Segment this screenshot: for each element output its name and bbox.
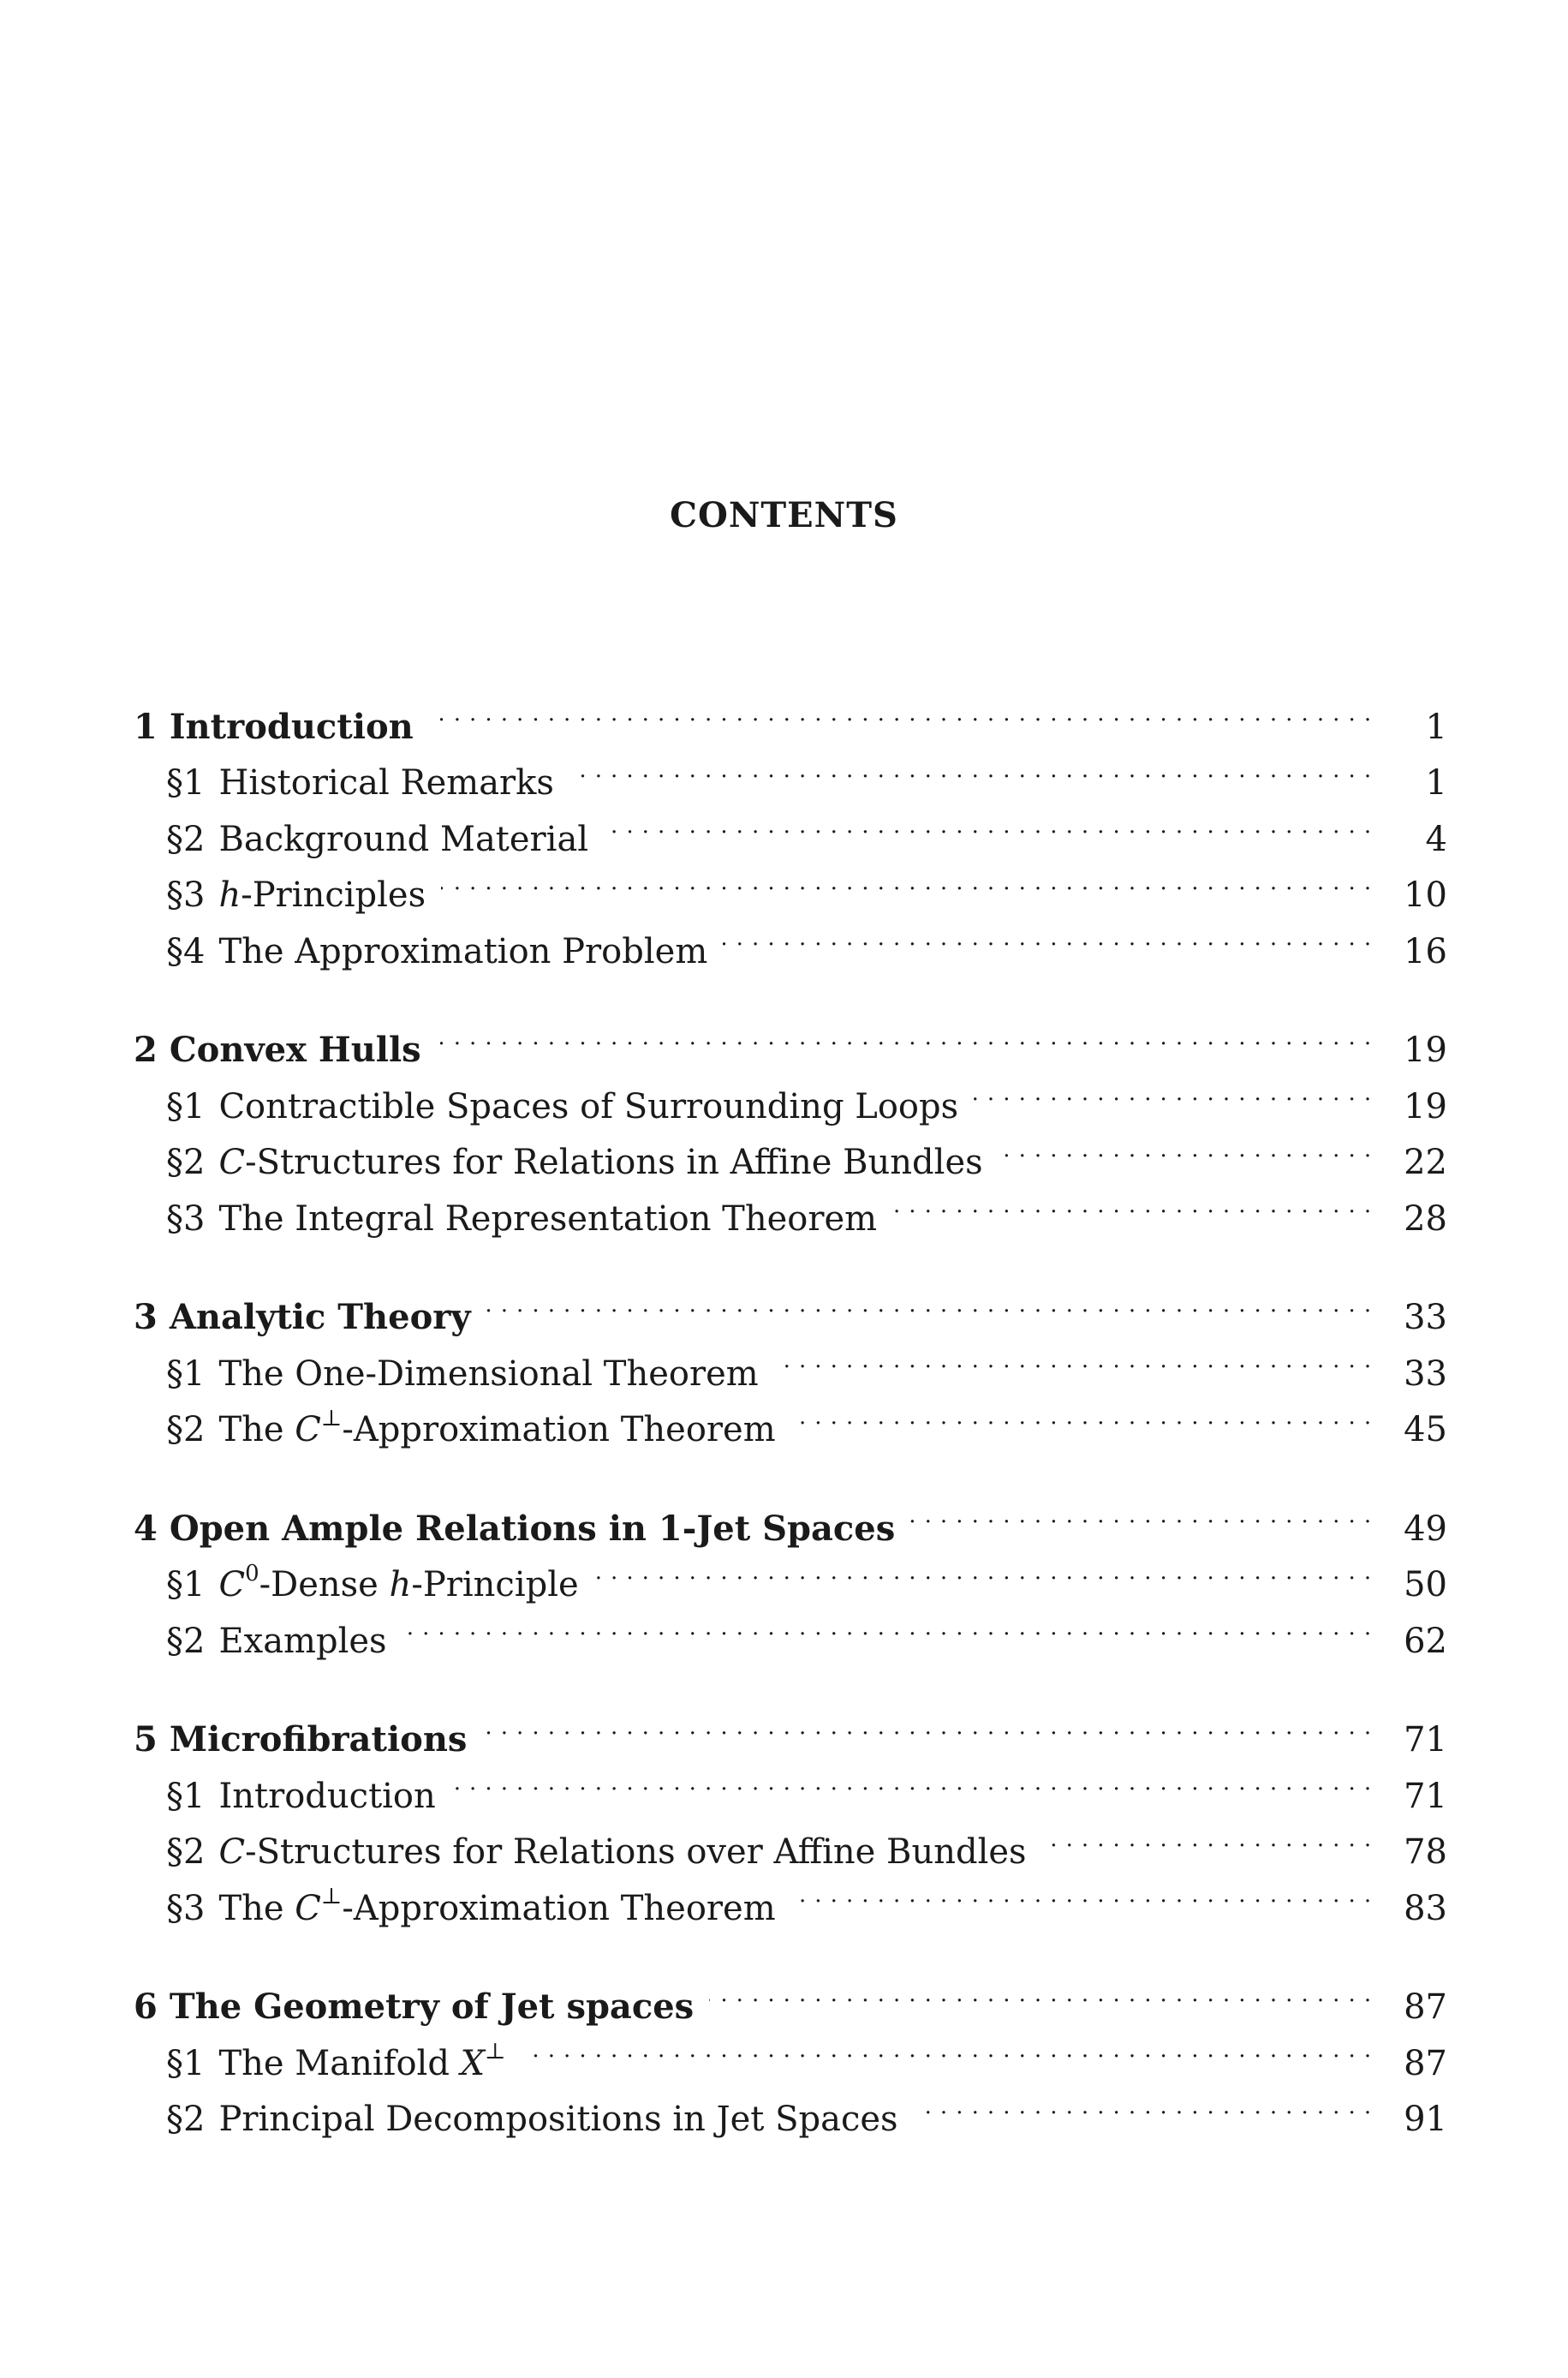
section-title: Historical Remarks: [218, 763, 554, 803]
page-number: 28: [1404, 1198, 1447, 1239]
math-superscript: ⊥: [320, 1884, 343, 1910]
math-symbol: X: [460, 2043, 486, 2083]
chapter-title: The Geometry of Jet spaces: [169, 1987, 695, 2027]
page-number: 19: [1404, 1086, 1447, 1126]
section-number: §1: [166, 1776, 206, 1816]
page-number: 62: [1404, 1621, 1447, 1661]
chapter-number: 6: [134, 1987, 158, 2027]
table-of-contents: [134, 682, 1447, 2173]
page-number: 1: [1425, 763, 1447, 803]
toc-chapter-row[interactable]: [134, 1484, 1447, 1549]
section-title: The One-Dimensional Theorem: [218, 1353, 759, 1394]
chapter-title: Convex Hulls: [169, 1030, 421, 1070]
section-title-suffix: -Principle: [411, 1565, 579, 1604]
section-number: §1: [166, 2043, 206, 2083]
section-number: §2: [166, 1410, 206, 1449]
dot-leader: [723, 906, 1372, 963]
chapter-number: 2: [134, 1030, 158, 1070]
chapter-number: 1: [134, 706, 158, 747]
page-number: 71: [1404, 1776, 1447, 1816]
page-number: 49: [1404, 1509, 1447, 1549]
page-number: 16: [1404, 931, 1447, 971]
dot-leader: [791, 1863, 1372, 1920]
page-number: 1: [1425, 707, 1447, 747]
page-number: 33: [1404, 1353, 1447, 1394]
chapter-1: [134, 682, 1447, 971]
section-title: Introduction: [218, 1776, 436, 1816]
dot-leader: [482, 1695, 1372, 1752]
page-number: 50: [1404, 1565, 1447, 1604]
dot-leader: [791, 1385, 1372, 1442]
section-title: Principal Decompositions in Jet Spaces: [218, 2100, 898, 2139]
dot-leader: [402, 1596, 1372, 1652]
chapter-title: Open Ample Relations in 1-Jet Spaces: [169, 1508, 896, 1549]
page-number: 83: [1404, 1888, 1447, 1928]
section-number: §2: [166, 819, 206, 859]
math-symbol: C: [295, 1410, 321, 1449]
section-number: §2: [166, 1621, 206, 1661]
section-title-text: -Approximation Theorem: [342, 1410, 776, 1449]
section-title-text: -Dense: [259, 1565, 390, 1604]
section-number: §3: [166, 875, 206, 915]
chapter-3: [134, 1273, 1447, 1449]
section-number: §3: [166, 1888, 206, 1928]
dot-leader: [892, 1174, 1372, 1230]
chapter-6: [134, 1963, 1447, 2139]
page-number: 71: [1404, 1720, 1447, 1760]
math-superscript: 0: [245, 1560, 259, 1586]
chapter-title: Analytic Theory: [169, 1297, 471, 1337]
section-title: The Integral Representation Theorem: [218, 1198, 878, 1239]
toc-chapter-row[interactable]: [134, 1963, 1447, 2027]
dot-leader: [522, 2018, 1372, 2075]
section-number: §1: [166, 763, 206, 803]
section-number: §2: [166, 1832, 206, 1872]
page-number: 87: [1404, 1987, 1447, 2027]
dot-leader: [974, 1061, 1372, 1118]
math-symbol: C: [218, 1143, 246, 1182]
section-title: [218, 1135, 982, 1192]
page-number: 10: [1404, 875, 1447, 915]
section-number: §3: [166, 1198, 206, 1239]
math-symbol: C: [218, 1832, 246, 1872]
chapter-number: 3: [134, 1297, 158, 1337]
chapter-title: Microfibrations: [169, 1719, 468, 1760]
section-title: Contractible Spaces of Surrounding Loops: [218, 1086, 959, 1126]
section-number: §2: [166, 1143, 206, 1182]
chapter-2: [134, 1006, 1447, 1239]
section-number: §1: [166, 1565, 206, 1604]
dot-leader: [451, 1751, 1372, 1807]
toc-chapter-row[interactable]: [134, 1273, 1447, 1337]
section-number: §1: [166, 1353, 206, 1394]
section-title: Examples: [218, 1621, 387, 1661]
dot-leader: [999, 1118, 1372, 1174]
section-title-prefix: The Manifold: [218, 2043, 461, 2083]
dot-leader: [569, 738, 1372, 795]
math-symbol: h: [389, 1565, 412, 1604]
page-number: 19: [1404, 1031, 1447, 1070]
toc-chapter-row[interactable]: [134, 1006, 1447, 1070]
section-number: §4: [166, 931, 206, 971]
math-superscript: ⊥: [485, 2039, 506, 2065]
toc-chapter-row[interactable]: [134, 1695, 1447, 1760]
dot-leader: [604, 794, 1372, 851]
math-symbol: C: [295, 1888, 321, 1928]
section-number: §1: [166, 1086, 206, 1126]
dot-leader: [594, 1540, 1372, 1597]
section-title: [218, 2036, 505, 2093]
section-title-text: -Principles: [241, 875, 426, 915]
chapter-number: 4: [134, 1508, 158, 1549]
math-symbol: C: [218, 1565, 246, 1604]
page-number: 33: [1404, 1298, 1447, 1337]
page-number: 91: [1404, 2100, 1447, 2139]
section-title-text: -Approximation Theorem: [342, 1888, 776, 1928]
page-number: 22: [1404, 1143, 1447, 1182]
section-title: Background Material: [218, 819, 589, 859]
chapter-4: [134, 1484, 1447, 1661]
section-title-text: -Structures for Relations over Affine Bundles: [245, 1832, 1027, 1872]
dot-leader: [486, 1273, 1372, 1329]
page-number: 4: [1425, 819, 1447, 859]
section-number: §2: [166, 2100, 206, 2139]
dot-leader: [441, 851, 1372, 907]
section-title-text: -Structures for Relations in Affine Bundles: [245, 1143, 983, 1182]
page-title: CONTENTS: [670, 495, 898, 535]
dot-leader: [774, 1329, 1372, 1385]
math-symbol: h: [218, 875, 241, 915]
section-title-prefix: The: [218, 1410, 295, 1449]
toc-chapter-row[interactable]: [134, 682, 1447, 747]
section-title: [218, 1881, 775, 1938]
section-title-prefix: The: [218, 1888, 295, 1928]
dot-leader: [709, 1963, 1372, 2019]
dot-leader: [437, 1006, 1372, 1062]
chapter-title: Introduction: [169, 706, 414, 747]
section-title: The Approximation Problem: [218, 931, 708, 971]
math-superscript: ⊥: [320, 1405, 343, 1431]
page-number: 87: [1404, 2043, 1447, 2083]
dot-leader: [429, 682, 1372, 738]
section-title: [218, 868, 426, 924]
chapter-number: 5: [134, 1719, 158, 1760]
page-number: 45: [1404, 1410, 1447, 1449]
dot-leader: [914, 2075, 1372, 2131]
dot-leader: [910, 1484, 1372, 1540]
page-number: 78: [1404, 1832, 1447, 1872]
chapter-5: [134, 1695, 1447, 1928]
dot-leader: [1042, 1807, 1372, 1864]
section-title: [218, 1402, 775, 1459]
